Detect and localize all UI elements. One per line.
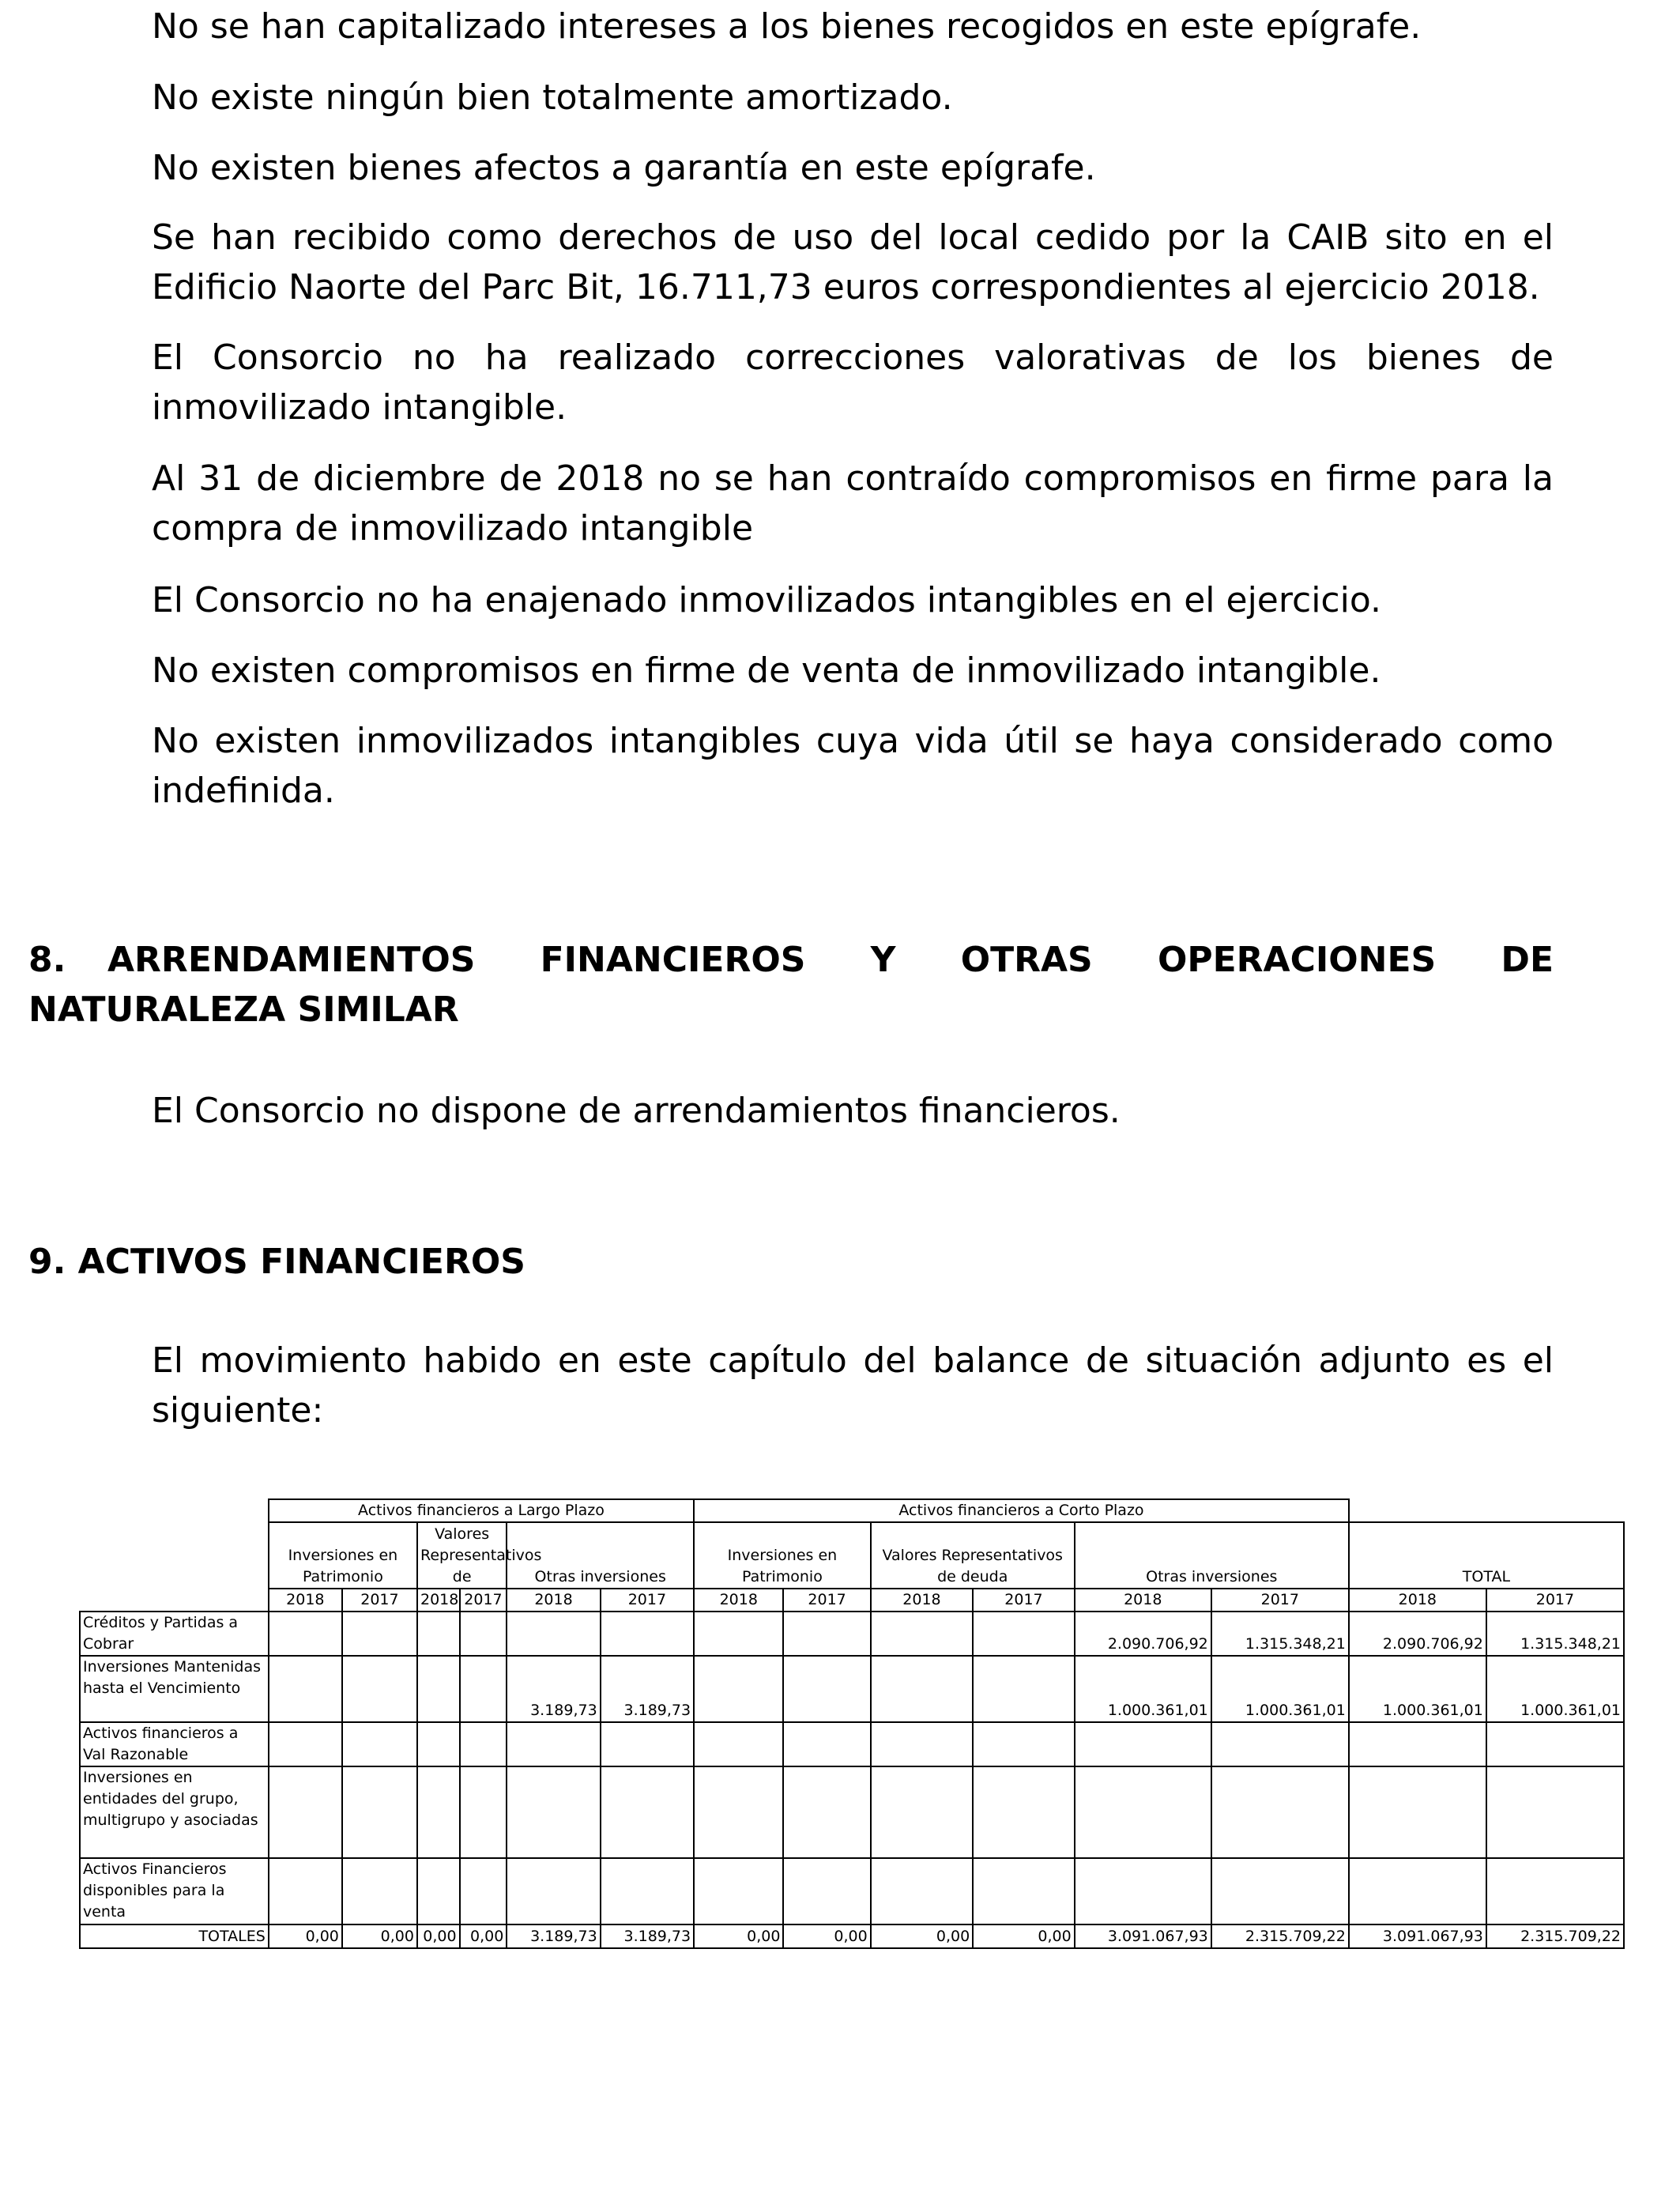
- table-cell: [1349, 1722, 1486, 1766]
- group-header-long-term: Activos financieros a Largo Plazo: [269, 1499, 694, 1522]
- paragraph: Se han recibido como derechos de uso del local cedido por la CAIB sito en el Edificio Naorte del Parc Bit, 16.711,73 euros correspondientes al ejercicio 2018.: [152, 217, 1554, 307]
- year-header: 2017: [1486, 1589, 1624, 1612]
- table-cell: [694, 1858, 783, 1924]
- table-cell: [342, 1656, 417, 1722]
- table-cell: 1.000.361,01: [1211, 1656, 1349, 1722]
- table-cell: [1349, 1766, 1486, 1858]
- financial-assets-table: [79, 1498, 1625, 1949]
- table-cell: [601, 1766, 694, 1858]
- paragraph: Al 31 de diciembre de 2018 no se han contraído compromisos en firme para la compra de inmovilizado intangible: [152, 458, 1554, 548]
- table-cell: [342, 1722, 417, 1766]
- row-label: Inversiones en entidades del grupo, multigrupo y asociadas: [80, 1766, 269, 1858]
- year-header: 2017: [601, 1589, 694, 1612]
- table-cell: 0,00: [871, 1924, 974, 1948]
- table-cell: [973, 1612, 1075, 1656]
- table-cell: [507, 1858, 600, 1924]
- section-title: ARRENDAMIENTOS FINANCIEROS Y OTRAS OPERACIONES DE NATURALEZA SIMILAR: [28, 940, 1554, 1030]
- table-cell: [871, 1722, 974, 1766]
- table-cell: [342, 1612, 417, 1656]
- table-cell: 3.189,73: [507, 1656, 600, 1722]
- section-number: 9.: [28, 1242, 66, 1282]
- year-header: 2018: [1075, 1589, 1211, 1612]
- table-cell: [1211, 1722, 1349, 1766]
- table-cell: [460, 1858, 507, 1924]
- table-row: [80, 1858, 1624, 1924]
- table-cell: 3.189,73: [507, 1924, 600, 1948]
- table-cell: [269, 1612, 342, 1656]
- table-cell: 0,00: [342, 1924, 417, 1948]
- table-cell: [601, 1722, 694, 1766]
- table-row: [80, 1766, 1624, 1858]
- paragraph: No se han capitalizado intereses a los bienes recogidos en este epígrafe.: [152, 6, 1422, 47]
- table-cell: 3.189,73: [601, 1924, 694, 1948]
- table-cell: 2.315.709,22: [1211, 1924, 1349, 1948]
- totals-label: TOTALES: [80, 1924, 269, 1948]
- table-cell: [1486, 1722, 1624, 1766]
- table-cell: [694, 1722, 783, 1766]
- row-label: Créditos y Partidas a Cobrar: [80, 1612, 269, 1656]
- col-header-lp-valores: Valores Representativos de: [417, 1522, 507, 1589]
- paragraph: El Consorcio no ha realizado correcciones valorativas de los bienes de inmovilizado intangible.: [152, 337, 1554, 428]
- table-cell: 0,00: [973, 1924, 1075, 1948]
- table-cell: [871, 1656, 974, 1722]
- table-cell: [1075, 1858, 1211, 1924]
- group-header-short-term: Activos financieros a Corto Plazo: [694, 1499, 1349, 1522]
- col-header-cp-otras: Otras inversiones: [1075, 1522, 1349, 1589]
- section-title: ACTIVOS FINANCIEROS: [77, 1242, 525, 1282]
- row-label: Activos financieros a Val Razonable: [80, 1722, 269, 1766]
- table-row: [80, 1656, 1624, 1722]
- table-cell: [694, 1656, 783, 1722]
- section-number: 8.: [28, 940, 66, 980]
- table-cell: [460, 1612, 507, 1656]
- table-cell: [973, 1858, 1075, 1924]
- section-heading: [28, 935, 1554, 1035]
- table-cell: 3.091.067,93: [1075, 1924, 1211, 1948]
- table-cell: 1.315.348,21: [1211, 1612, 1349, 1656]
- paragraph: No existen bienes afectos a garantía en este epígrafe.: [152, 148, 1096, 188]
- year-header: 2017: [973, 1589, 1075, 1612]
- year-header: 2017: [342, 1589, 417, 1612]
- table-cell: [973, 1656, 1075, 1722]
- table-cell: [871, 1858, 974, 1924]
- table-cell: 1.315.348,21: [1486, 1612, 1624, 1656]
- year-header: 2017: [460, 1589, 507, 1612]
- year-header: 2018: [694, 1589, 783, 1612]
- table-cell: [417, 1612, 460, 1656]
- row-label: Inversiones Mantenidas hasta el Vencimiento: [80, 1656, 269, 1722]
- table-cell: [694, 1612, 783, 1656]
- table-cell: [417, 1722, 460, 1766]
- table-cell: [460, 1722, 507, 1766]
- table-cell: [269, 1722, 342, 1766]
- table-cell: [783, 1612, 870, 1656]
- table-cell: 0,00: [694, 1924, 783, 1948]
- table-cell: [871, 1612, 974, 1656]
- table-cell: [417, 1858, 460, 1924]
- table-cell: [269, 1766, 342, 1858]
- paragraph: El Consorcio no ha enajenado inmovilizados intangibles en el ejercicio.: [152, 580, 1381, 620]
- table-cell: [269, 1858, 342, 1924]
- table-cell: [507, 1766, 600, 1858]
- table-cell: 0,00: [417, 1924, 460, 1948]
- table-cell: [507, 1722, 600, 1766]
- paragraph: El movimiento habido en este capítulo del balance de situación adjunto es el siguiente:: [152, 1340, 1554, 1431]
- table-cell: 0,00: [460, 1924, 507, 1948]
- table-cell: 1.000.361,01: [1486, 1656, 1624, 1722]
- table-cell: [601, 1612, 694, 1656]
- paragraph: No existen compromisos en firme de venta de inmovilizado intangible.: [152, 650, 1381, 691]
- table-cell: [507, 1612, 600, 1656]
- table-cell: 0,00: [269, 1924, 342, 1948]
- totals-row: [80, 1924, 1624, 1948]
- table-cell: [269, 1656, 342, 1722]
- paragraph: No existe ningún bien totalmente amortizado.: [152, 77, 953, 118]
- table-body: [80, 1612, 1624, 1924]
- table-cell: [783, 1858, 870, 1924]
- table-cell: [417, 1766, 460, 1858]
- table-cell: [460, 1766, 507, 1858]
- table-cell: [1075, 1722, 1211, 1766]
- year-header: 2018: [507, 1589, 600, 1612]
- table-cell: [1211, 1766, 1349, 1858]
- table-cell: 2.315.709,22: [1486, 1924, 1624, 1948]
- table-cell: [342, 1858, 417, 1924]
- col-header-lp-otras: Otras inversiones: [507, 1522, 694, 1589]
- table-cell: [973, 1722, 1075, 1766]
- paragraph: No existen inmovilizados intangibles cuya vida útil se haya considerado como indefinida.: [152, 721, 1554, 811]
- table-cell: [601, 1858, 694, 1924]
- section-heading: [28, 1237, 1554, 1287]
- paragraph: El Consorcio no dispone de arrendamientos financieros.: [152, 1091, 1121, 1131]
- year-header: 2018: [871, 1589, 974, 1612]
- year-header: 2017: [783, 1589, 870, 1612]
- table-cell: [783, 1722, 870, 1766]
- table-cell: [1486, 1858, 1624, 1924]
- table-cell: 1.000.361,01: [1075, 1656, 1211, 1722]
- col-header-cp-patrimonio: Inversiones en Patrimonio: [694, 1522, 871, 1589]
- table-cell: 2.090.706,92: [1349, 1612, 1486, 1656]
- table-row: [80, 1722, 1624, 1766]
- table-cell: 1.000.361,01: [1349, 1656, 1486, 1722]
- table-cell: 0,00: [783, 1924, 870, 1948]
- year-header: 2018: [1349, 1589, 1486, 1612]
- table-cell: 2.090.706,92: [1075, 1612, 1211, 1656]
- table-cell: [417, 1656, 460, 1722]
- year-header: 2017: [1211, 1589, 1349, 1612]
- table-cell: 3.189,73: [601, 1656, 694, 1722]
- table-cell: [973, 1766, 1075, 1858]
- col-header-cp-valores: Valores Representativos de deuda: [871, 1522, 1075, 1589]
- table-cell: 3.091.067,93: [1349, 1924, 1486, 1948]
- year-header: 2018: [417, 1589, 460, 1612]
- table-cell: [1486, 1766, 1624, 1858]
- col-header-lp-patrimonio: Inversiones en Patrimonio: [269, 1522, 417, 1589]
- table-cell: [460, 1656, 507, 1722]
- table-cell: [342, 1766, 417, 1858]
- table-cell: [1349, 1858, 1486, 1924]
- table-cell: [1211, 1858, 1349, 1924]
- table-cell: [871, 1766, 974, 1858]
- col-header-total: TOTAL: [1349, 1522, 1624, 1589]
- year-header: 2018: [269, 1589, 342, 1612]
- row-label: Activos Financieros disponibles para la venta: [80, 1858, 269, 1924]
- table-cell: [1075, 1766, 1211, 1858]
- table-cell: [783, 1766, 870, 1858]
- table-cell: [694, 1766, 783, 1858]
- table-cell: [783, 1656, 870, 1722]
- table-row: [80, 1612, 1624, 1656]
